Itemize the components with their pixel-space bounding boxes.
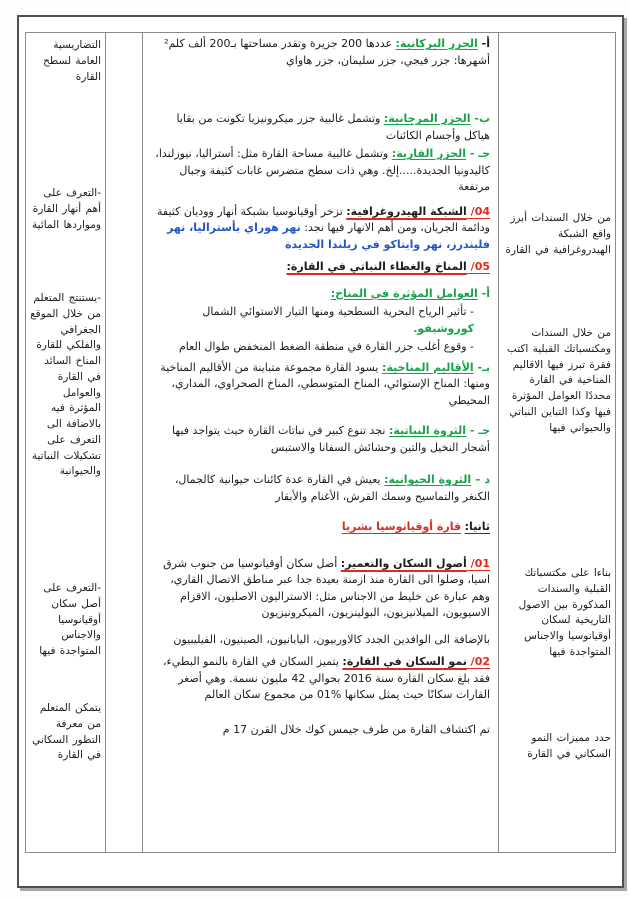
- text-run: ب-: [470, 112, 490, 125]
- objective-block: -التعرف على أهم أنهار القارة ومواردها المائية: [32, 187, 101, 231]
- text-run: العوامل المؤثرة في المناخ:: [330, 286, 478, 300]
- task-block: من خلال السندات ومكتسباتك القبلية اكتب فقرة تبرز فيها الاقاليم المناخية في القارة محددًا العوامل المؤثرة فيها وكذا التباين النباتي والحيواني فيها: [506, 327, 611, 434]
- content-paragraph: [149, 632, 490, 649]
- content-paragraph: [149, 339, 474, 356]
- content-paragraph: [149, 259, 490, 276]
- content-paragraph: [149, 36, 490, 69]
- objective-block: -يستنتج المتعلم من خلال الموقع الجغرافي والفلكي للقارة المناخ السائد في القارة والعوامل المؤثرة فيه بالاضافة الى التعرف على تشكيلات النباتية والحيوانية: [30, 292, 101, 478]
- content-paragraph: [149, 146, 490, 196]
- text-run: 04/: [466, 204, 490, 218]
- text-run: جـ -: [466, 147, 490, 160]
- text-run: جـ -: [466, 424, 490, 437]
- text-run: 02/: [466, 655, 490, 668]
- spacer-column: [105, 33, 142, 852]
- text-run: أ-: [477, 37, 490, 50]
- content-paragraph: [149, 472, 490, 505]
- text-run: الشبكة الهيدروغرافية:: [346, 204, 467, 218]
- objective-block: التضاريسية العامة لسطح القارة: [43, 39, 101, 83]
- content-paragraph: [149, 722, 490, 739]
- text-run: بـ-: [473, 360, 490, 374]
- content-paragraph: [149, 654, 490, 704]
- text-run: الجزر المرجانية:: [383, 112, 471, 125]
- content-paragraph: [149, 111, 490, 144]
- text-run: الجزر البركانية:: [395, 37, 478, 50]
- content-paragraph: [149, 519, 490, 536]
- content-paragraph: [149, 286, 490, 303]
- tasks-column: [498, 33, 615, 852]
- text-run: يعيش في القارة عدة كائنات حيوانية كالجمال، الكنغر والتماسيح وسمك القرش، الأغنام والأبقار: [174, 473, 490, 503]
- text-run: الأقاليم المناخية:: [381, 360, 474, 374]
- text-run: تم اكتشاف القارة من طرف جيمس كوك خلال القرن 17 م: [222, 722, 490, 736]
- content-paragraph: [149, 556, 490, 622]
- lesson-table: [25, 32, 616, 853]
- text-run: د –: [471, 473, 490, 486]
- objective-block: يتمكن المتعلم من معرفة التطور السكاني في القارة: [32, 702, 101, 762]
- content-paragraph: [149, 360, 490, 410]
- text-run: الثروة الحيوانية:: [384, 473, 472, 486]
- text-run: الثروة النباتية:: [388, 424, 467, 437]
- content-paragraph: [149, 204, 490, 254]
- text-run: تزخر أوقيانوسيا بشبكة أنهار ووديان كثيفة ودائمة الجريان، ومن أهم الانهار فيها نجد:: [156, 204, 490, 234]
- text-run: 01/: [466, 556, 490, 570]
- text-run: يتميز السكان في القارة بالنمو البطيء، فقد بلغ سكان القارة سنة 2016 بحوالي 42 مليون نسمة. وهي أصغر القارات سكانًا حيث يمثل سكانها %01 من مجموع سكان العالم: [162, 655, 490, 701]
- text-run: المناخ والغطاء النباتي في القارة:: [286, 260, 467, 273]
- text-run: وتشمل غالبية جزر ميكرونيزيا تكونت من بقايا هياكل وأجسام الكائنات: [176, 112, 490, 142]
- text-run: قارة أوقيانوسيا بشريا: [341, 520, 462, 533]
- text-run: عددها 200 جزيرة وتقدر مساحتها بـ200 ألف كلم² أشهرها: جزر فيجي، جزر سليمان، جزر هاواي: [164, 37, 490, 67]
- text-run: 05/: [466, 260, 490, 273]
- text-run: الجزر القارية:: [391, 147, 467, 160]
- task-block: من خلال السندات أبرز واقع الشبكة الهيدروغرافية في القارة: [505, 212, 611, 256]
- text-run: أ-: [477, 286, 490, 300]
- objective-block: -التعرف على أصل سكان أوقيانوسيا والاجناس المتواجدة فيها: [39, 582, 101, 657]
- content-column: [142, 33, 498, 852]
- text-run: نهر هوراي بأستراليا، نهر فليندرز، نهر وايتاكو في زيلندا الجديدة: [167, 221, 490, 251]
- text-run: نجد تنوع كبير في نباتات القارة حيث يتواجد فيها أشجار النخيل والتين وحشائش السفانا والاستبس: [172, 424, 490, 454]
- content-paragraph: [149, 304, 474, 337]
- content-paragraph: [149, 423, 490, 456]
- text-run: نمو السكان في القارة:: [342, 655, 467, 668]
- text-run: - وقوع أغلب جزر القارة في منطقة الضغط المنخفض طوال العام: [179, 340, 474, 353]
- objectives-column: [24, 33, 105, 852]
- text-run: أصل سكان أوقيانوسيا من جنوب شرق اسيا، وصلوا الى القارة منذ ازمنة بعيدة جدا عبر مناطق الاتصال القاري، وهم عبارة عن خليط من الاجناس مثل: الاستراليون الاصليون، الاقزام الاسيويون، الميلانيزيون، البولينزيون، الميكرونيزيون: [163, 556, 490, 619]
- text-run: يسود القارة مجموعة متباينة من الأقاليم المناخية ومنها: المناخ الإستوائي، المناخ المتوسطي، المناخ الصحراوي، المداري، المحيطي: [160, 360, 490, 407]
- text-run: - تأثير الرياح البحرية السطحية ومنها التيار الاستوائي الشمال: [202, 305, 474, 318]
- text-run: بالإضافة الى الوافدين الجدد كالاوربيون، اليابانيون، الصينيون، الفيليبيون: [173, 632, 490, 646]
- text-run: ثانيا:: [464, 520, 490, 533]
- text-run: كوروشيفو.: [413, 321, 474, 335]
- text-run: وتشمل غالبية مساحة القارة مثل: أستراليا، نيوزلندا، كاليدونيا الجديدة.....إلخ. وهي ذات سطح متضرس غابات كثيفة وجبال مرتفعة: [155, 147, 490, 193]
- task-block: حدد مميزات النمو السكاني في القارة: [527, 732, 611, 760]
- text-run: أصول السكان والتعمير:: [340, 556, 467, 570]
- task-block: بناءا على مكتسباتك القبلية والسندات المذكورة بين الاصول التاريخية لسكان أوقيانوسيا والاجناس المتواجدة فيها: [518, 567, 611, 658]
